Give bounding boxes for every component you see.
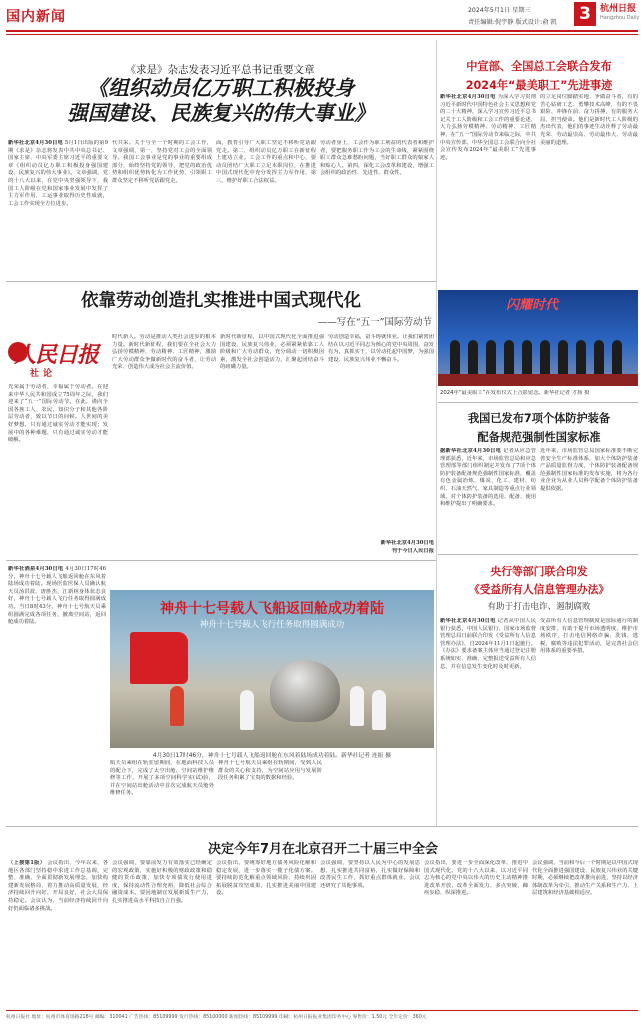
stage-platform — [438, 374, 638, 386]
honoree-figure — [486, 340, 496, 376]
editorial-column-1: 光荣属于劳动者，幸福属于劳动者。在迎来中华人民共和国成立75周年之际，我们迎来了“五一”国际劳动节。在此，谨向全国各族工人、农民、知识分子和其他各阶层劳动者，致以节日的问候。人世间的美好梦想，只有通过诚实劳动才能实现；发展中的各种难题，只有通过诚实劳动才能破解。 — [8, 384, 108, 444]
crew-member-figure — [240, 690, 254, 730]
politburo-column-4: 会议强调，要坚持以人民为中心的发展思想，扎实推进共同富裕，扎实做好保障和改善民生工作，抓好重点群体就业。会议还研究了其他事项。 — [320, 860, 420, 889]
best-workers-photo-caption: 2024年“最美职工”在发布仪式上合影留念。新华社记者 才扬 摄 — [440, 390, 590, 396]
honoree-figure — [612, 340, 622, 376]
right-top-bottom-rule — [438, 402, 638, 403]
lead-headline — [8, 76, 434, 126]
beneficial-owner-byline: 新华社北京4月30日电 — [440, 618, 496, 624]
shenzhou-photo-caption: 4月30日17时46分，神舟十七号载人飞船返回舱在东风着陆场成功着陆。新华社记者 连振 摄 — [152, 753, 392, 759]
beneficial-owner-column-1 — [440, 618, 536, 820]
beneficial-owner-headline — [440, 564, 638, 597]
page-number-badge: 3 — [574, 2, 596, 26]
best-workers-column-2: 的立足岗位脚踏实地、争做奋斗者，有的苦心钻研工艺、勇攀技术高峰，有的不畏艰险、冲锋在前、奋力拼搏，有的服务大局、担当使命。他们是新时代工人阶级的杰出代表，他们的事迹生动诠释了劳动最光荣、劳动最崇高、劳动最伟大、劳动最美丽的道理。 — [540, 94, 638, 146]
ppe-standard-text: 记者从应急管理部获悉，近年来，市场监管总局和应急管理部等部门组织制定并发布了7项个体防护装备配备规范强制性国家标准，覆盖有色金属冶炼、煤炭、化工、建材、纺织、石油天然气、家具制造等重点行业领域，对个体防护装备的选用、配备、使用和维护提出了明确要求。 — [440, 448, 536, 508]
lead-column-1 — [8, 140, 108, 276]
editorial-label: 社论 — [30, 369, 57, 379]
editorial-bottom-rule — [6, 560, 436, 561]
column-divider — [436, 40, 437, 826]
politburo-column-3: 会议指出，要统筹好地方债务风险化解和稳定发展，进一步落实一揽子化债方案。要持续防范化解重点领域风险，持续巩固拓展脱贫攻坚成果，扎实推进美丽中国建设。 — [216, 860, 316, 897]
honoree-figure — [594, 340, 604, 376]
lead-column-4: 劳动者身上，工会作为职工利益的代表者和维护者，要把服务职工作为工会的生命线，紧紧围绕职工群众急难愁盼问题，当好职工群众的娘家人和贴心人。第四，深化工会改革和建设，增强工会组织的政治性、先进性、群众性。 — [320, 140, 434, 177]
crew-member-figure — [350, 686, 364, 726]
ppe-standard-headline — [440, 410, 638, 445]
beneficial-owner-column-2: 受益所有人信息管理制度是国际通行的制度安排，有助于提升市场透明度，维护市场秩序，打击电信网络诈骗、洗钱、逃税、腐败等违法犯罪活动，是完善社会信用体系的重要举措。 — [540, 618, 638, 655]
right-mid-bottom-rule — [438, 554, 638, 555]
politburo-column-1 — [8, 860, 108, 1008]
editorial-subtitle: ——写在“五一”国际劳动节 — [317, 317, 432, 328]
editorial-column-2: 时代新人。劳动是推动人类社会进步的根本力量。新时代新征程，我们要在全社会大力弘扬劳模精神、劳动精神、工匠精神，激励广大劳动群众争做新时代的奋斗者，让劳动光荣、创造伟大成为社会主流价值。 — [112, 334, 216, 371]
section-title: 国内新闻 — [6, 9, 66, 25]
shenzhou-headline: 神舟十七号载人飞船返回舱成功着陆 — [160, 601, 384, 617]
issue-date: 2024年5月1日 星期三 — [468, 7, 531, 14]
crew-member-figure — [372, 690, 386, 730]
honoree-figure — [576, 340, 586, 376]
shenzhou-landing-photo — [110, 590, 434, 748]
ppe-standard-headline-line2: 配备规范强制性国家标准 — [477, 431, 601, 444]
crew-member-figure — [170, 686, 184, 726]
lead-kicker: 《求是》杂志发表习近平总书记重要文章 — [125, 64, 315, 76]
beneficial-owner-headline-line1: 央行等部门联合印发 — [490, 565, 588, 578]
best-workers-ceremony-photo — [438, 290, 638, 386]
editorial-column-3: 新时代新征程，以中国式现代化全面推进强国建设、民族复兴伟业，必须紧紧依靠工人阶级和广大劳动群众，充分调动一切积极因素，激发全社会创造活力，汇聚起团结奋斗的磅礴力量。 — [220, 334, 324, 371]
lead-column-2: 代共采。关于与全一个时期的工会工作，文章强调，第一，坚持党对工会的全面领导。我国工会事业是党的事业的重要组成部分，始终坚持党的领导，把党的政治优势和组织优势转化为工作优势，引领职工群众坚定不移听党话跟党走。 — [112, 140, 212, 184]
flag-icon — [130, 632, 188, 684]
shenzhou-text: 4月30日17时46分，神舟十七号载人飞船返回舱在东风着陆场成功着陆。现场医监医保人员确认航天员汤洪波、唐胜杰、江新林身体状态良好，神舟十七号载人飞行任务取得圆满成功。当日8时43分，神舟十七号航天员乘组圆满完成各项任务，撤离空间站，返回舱成功着陆。 — [8, 566, 106, 626]
best-workers-headline-line1: 中宣部、全国总工会联合发布 — [466, 60, 612, 73]
shenzhou-column-1 — [8, 566, 106, 766]
stage-banner-text: 闪耀时代 — [506, 298, 559, 313]
honoree-figure — [540, 340, 550, 376]
shenzhou-column-3: 神舟十七号航天员乘组在轨期间，受到人民群众的关心和支持，为空间站应用与发展阶段任务积累了宝贵的数据和经验。 — [218, 760, 322, 782]
politburo-continued: （上接第1版） — [8, 860, 46, 866]
newspaper-brand: 杭州日报 — [600, 4, 637, 14]
honoree-figure — [504, 340, 514, 376]
editor-credits: 责任编辑:倪宇静 版式设计:俞 凯 — [468, 19, 557, 26]
shenzhou-byline: 新华社酒泉4月30日电 — [8, 566, 64, 572]
lead-column-3: 面，教育引导广大职工坚定不移听党话跟党走。第二，组织动员亿万职工在新征程上建功立业。工会工作的重点和中心，要动员团结广大职工立足本职岗位，在推进中国式现代化中充分发挥主力军作用，第三，维护好职工合法权益。 — [216, 140, 316, 184]
masthead-rule — [6, 30, 638, 32]
best-workers-byline: 新华社北京4月30日电 — [440, 94, 496, 100]
editorial-byline: 新华社北京4月30日电 — [380, 540, 434, 546]
newspaper-brand-en: Hangzhou Daily — [600, 15, 640, 21]
peoples-daily-logo — [8, 338, 108, 378]
footer-rule — [6, 1010, 638, 1011]
best-workers-headline — [440, 58, 638, 93]
lead-byline: 新华社北京4月30日电 — [8, 140, 63, 146]
editorial-column-4: 劳动创造幸福，奋斗铸就伟业。让我们紧密团结在以习近平同志为核心的党中央周围，奋发有为，真抓实干，以劳动托起中国梦，为强国建设、民族复兴伟业不懈奋斗。 — [328, 334, 434, 363]
politburo-headline: 决定今年7月在北京召开二十届三中全会 — [207, 842, 439, 857]
lead-column-1-text: 5月1日出版的第9期《求是》杂志将发表中共中央总书记、国家主席、中央军委主席习近平的重要文章《组织动员亿万职工积极投身强国建设、民族复兴的伟大事业》。文章强调，党的十八大以来，在党中央坚强领导下，我国工人阶级在党和国家事业发展中发挥了主力军作用，工运事业取得历史性成就，工会工作实现全方位进步。 — [8, 140, 108, 207]
best-workers-column-1 — [440, 94, 536, 286]
return-capsule-icon — [270, 660, 340, 722]
best-workers-headline-line2: 2024年“最美职工”先进事迹 — [465, 79, 613, 92]
lead-headline-line2: 强国建设、民族复兴的伟大事业》 — [67, 101, 375, 125]
politburo-column-2: 会议强调，要靠前发力有效落实已经确定的宏观政策，实施好积极的财政政策和稳健的货币政策，加快专项债发行使用进度，保持流动性合理充裕，降低社会综合融资成本。要因地制宜发展新质生产力，扎实推进高水平科技自立自强。 — [112, 860, 212, 904]
ppe-standard-column-1 — [440, 448, 536, 548]
shenzhou-subheadline: 神舟十七号载人飞行任务取得圆满成功 — [199, 620, 345, 630]
editorial-note: 刊于今日人民日报 — [391, 548, 434, 554]
politburo-column-6: 会议强调，当前和今后一个时期是以中国式现代化全面推进强国建设、民族复兴伟业的关键时期，必须继续把改革推向前进，坚持以经济体制改革为牵引，推动生产关系和生产力、上层建筑和经济基础相适应。 — [532, 860, 638, 897]
ppe-standard-column-2: 近年来，市场监管总局国家标准委不断完善安全生产标准体系，加大个体防护装备产品质量监督力度，个体防护装备配备规范强制性国家标准的发布实施，将为各行业企业为从业人员科学配备个体防护装备提供依据。 — [540, 448, 638, 492]
honoree-figure — [450, 340, 460, 376]
beneficial-owner-subtitle: 有助于打击电诈、遏制腐败 — [487, 602, 591, 612]
shenzhou-column-2: 航天员乘组在轨驻留期间，在地面科技人员的配合下，完成了太空出舱、空间站维护维修等工作，开展了多项空间科学实(试)验，并在空间站出舱活动中首次完成航天员舱外维修任务。 — [110, 760, 214, 797]
shenzhou-bottom-rule — [6, 826, 638, 827]
beneficial-owner-headline-line2: 《受益所有人信息管理办法》 — [468, 583, 610, 596]
lead-bottom-rule — [6, 281, 436, 282]
best-workers-text: 为深入学习贯彻习近平新时代中国特色社会主义思想和党的二十大精神，深入学习宣传习近平总书记关于工人阶级和工会工作的重要论述，大力弘扬劳模精神、劳动精神、工匠精神，在“五一”国际劳动节来临之际，中共中央宣传部、中华全国总工会联合向全社会宣传发布2024年“最美职工”先进事迹。 — [440, 94, 536, 161]
beneficial-owner-text: 记者从中国人民银行获悉，中国人民银行、国家市场监督管理总局日前联合印发《受益所有人信息管理办法》，自2024年11月1日起施行。《办法》要求备案主体应当通过登记注册系统如实、准确、完整报送受益所有人信息，并在信息发生变化时及时更新。 — [440, 618, 536, 670]
editorial-headline: 依靠劳动创造扎实推进中国式现代化 — [81, 291, 361, 311]
lead-headline-line1: 《组织动员亿万职工积极投身 — [87, 76, 355, 100]
politburo-text: 会议指出，今年以来，各地区各部门坚持稳中求进工作总基调，完整、准确、全面贯彻新发展理念，加快构建新发展格局，着力推动高质量发展，经济持续回升向好，开局良好，社会大局保持稳定。会议认为，当前经济持续回升向好仍面临诸多挑战。 — [8, 860, 108, 912]
honoree-figure — [558, 340, 568, 376]
honoree-figure — [468, 340, 478, 376]
ppe-standard-byline: 据新华社北京4月30日电 — [440, 448, 502, 454]
honoree-figure — [522, 340, 532, 376]
masthead-thin-rule — [6, 34, 638, 35]
footer-imprint: 杭州日报社 地址：杭州市体育场路218号 邮编：310041 广告热线：85109999 发行热线：85100000 新闻热线：85109999 印刷：杭州日报报业集团印务中心 零售价：1.50元 全年定价：360元 — [6, 1015, 427, 1020]
politburo-column-5: 会议指出，要进一步全面深化改革、推进中国式现代化。党的十八大以来，以习近平同志为核心的党中央以伟大的历史主动精神推进改革开放，改革全面发力、多点突破、蹄疾步稳、纵深推进。 — [424, 860, 528, 897]
peoples-daily-wordmark: 人民日报 — [14, 342, 99, 368]
ppe-standard-headline-line1: 我国已发布7项个体防护装备 — [467, 412, 611, 425]
